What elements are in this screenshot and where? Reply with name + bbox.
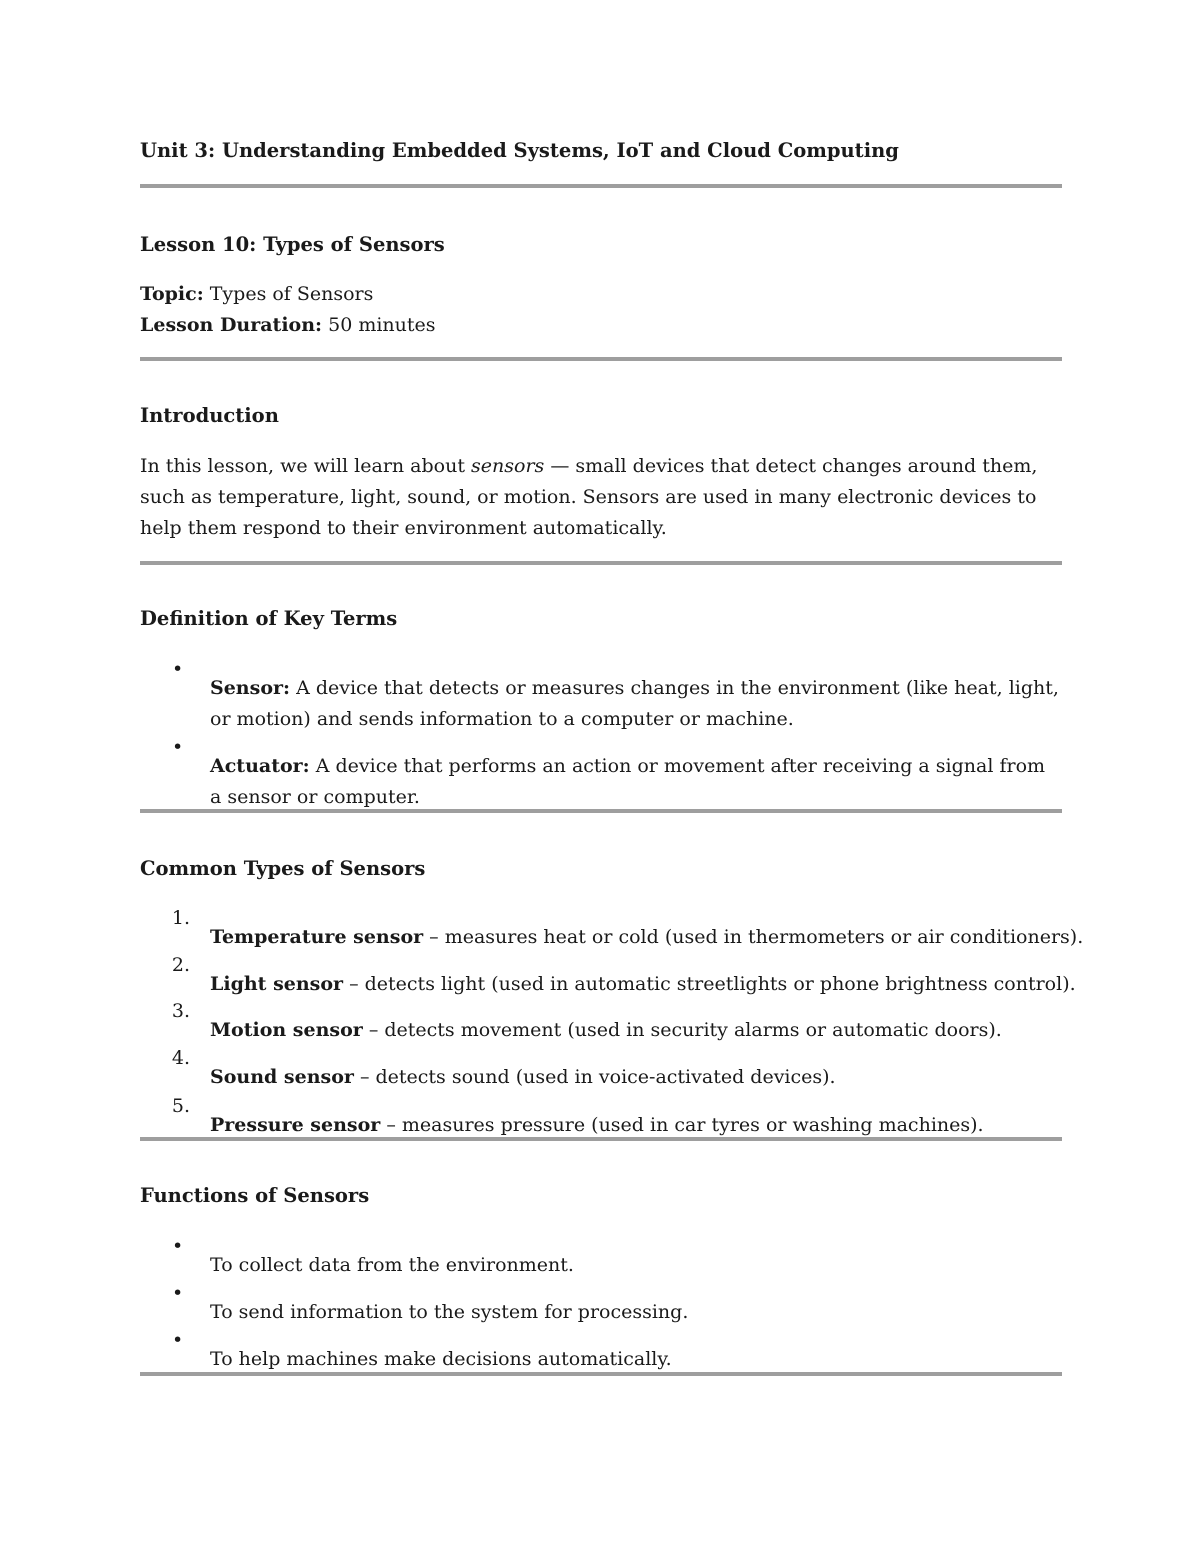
unit-title: Unit 3: Understanding Embedded Systems, IoT and Cloud Computing xyxy=(140,139,899,162)
list-number: 4. xyxy=(171,1047,190,1069)
intro-text-before: In this lesson, we will learn about xyxy=(140,455,472,477)
duration-value: 50 minutes xyxy=(322,314,436,336)
intro-emphasis: sensors xyxy=(471,455,545,477)
divider-3 xyxy=(140,561,1062,565)
key-term-definition: A device that performs an action or movement after receiving a signal from a sensor or computer. xyxy=(210,755,1046,808)
bullet-glyph: • xyxy=(172,1329,184,1351)
divider-5 xyxy=(140,1137,1062,1141)
function-text: To collect data from the environment. xyxy=(210,1254,574,1276)
sensor-type-description: – measures pressure (used in car tyres or washing machines). xyxy=(380,1114,984,1136)
duration-line xyxy=(140,310,1062,341)
bullet-glyph: • xyxy=(172,1235,184,1257)
list-number: 2. xyxy=(171,954,190,976)
sensor-type-description: – detects light (used in automatic streetlights or phone brightness control). xyxy=(343,973,1076,995)
sensor-type-text xyxy=(210,1062,1060,1093)
topic-line xyxy=(140,279,1062,310)
sensor-type-description: – detects sound (used in voice-activated devices). xyxy=(353,1066,836,1088)
list-number: 5. xyxy=(171,1095,190,1117)
sensor-type-name: Temperature sensor xyxy=(210,926,424,948)
functions-heading: Functions of Sensors xyxy=(140,1184,370,1207)
key-term-text xyxy=(210,673,1060,735)
bullet-glyph: • xyxy=(172,658,184,680)
lesson-title: Lesson 10: Types of Sensors xyxy=(140,233,445,256)
lesson-meta xyxy=(140,279,1062,341)
divider-4 xyxy=(140,809,1062,813)
function-text: To help machines make decisions automatically. xyxy=(210,1348,672,1370)
bullet-glyph: • xyxy=(172,736,184,758)
sensor-type-text xyxy=(210,969,1076,1000)
duration-label: Lesson Duration: xyxy=(140,314,323,336)
intro-text-after: — small devices that detect changes around them, such as temperature, light, sound, or motion. Sensors are used in many electronic devices to help them respond to their environment automatically. xyxy=(140,455,1038,539)
sensor-type-text xyxy=(210,1015,1060,1046)
sensor-type-text xyxy=(210,922,1084,953)
sensor-type-name: Sound sensor xyxy=(210,1066,354,1088)
key-term-name: Sensor: xyxy=(210,677,291,699)
sensor-type-name: Pressure sensor xyxy=(210,1114,381,1136)
key-term-name: Actuator: xyxy=(210,755,310,777)
sensor-type-name: Light sensor xyxy=(210,973,344,995)
introduction-paragraph xyxy=(140,451,1065,544)
function-text: To send information to the system for processing. xyxy=(210,1301,689,1323)
divider-1 xyxy=(140,184,1062,188)
topic-value: Types of Sensors xyxy=(203,283,374,305)
sensor-type-name: Motion sensor xyxy=(210,1019,363,1041)
key-terms-heading: Definition of Key Terms xyxy=(140,607,398,630)
introduction-heading: Introduction xyxy=(140,404,279,427)
divider-2 xyxy=(140,357,1062,361)
introduction-body xyxy=(140,451,1065,544)
sensor-type-description: – detects movement (used in security alarms or automatic doors). xyxy=(362,1019,1002,1041)
key-term-text xyxy=(210,751,1060,813)
sensor-type-description: – measures heat or cold (used in thermometers or air conditioners). xyxy=(423,926,1084,948)
sensor-types-heading: Common Types of Sensors xyxy=(140,857,426,880)
list-number: 1. xyxy=(171,907,190,929)
topic-label: Topic: xyxy=(140,283,204,305)
list-number: 3. xyxy=(171,1000,190,1022)
bullet-glyph: • xyxy=(172,1282,184,1304)
key-term-definition: A device that detects or measures changes in the environment (like heat, light, or motion) and sends information to a computer or machine. xyxy=(210,677,1059,730)
divider-6 xyxy=(140,1372,1062,1376)
